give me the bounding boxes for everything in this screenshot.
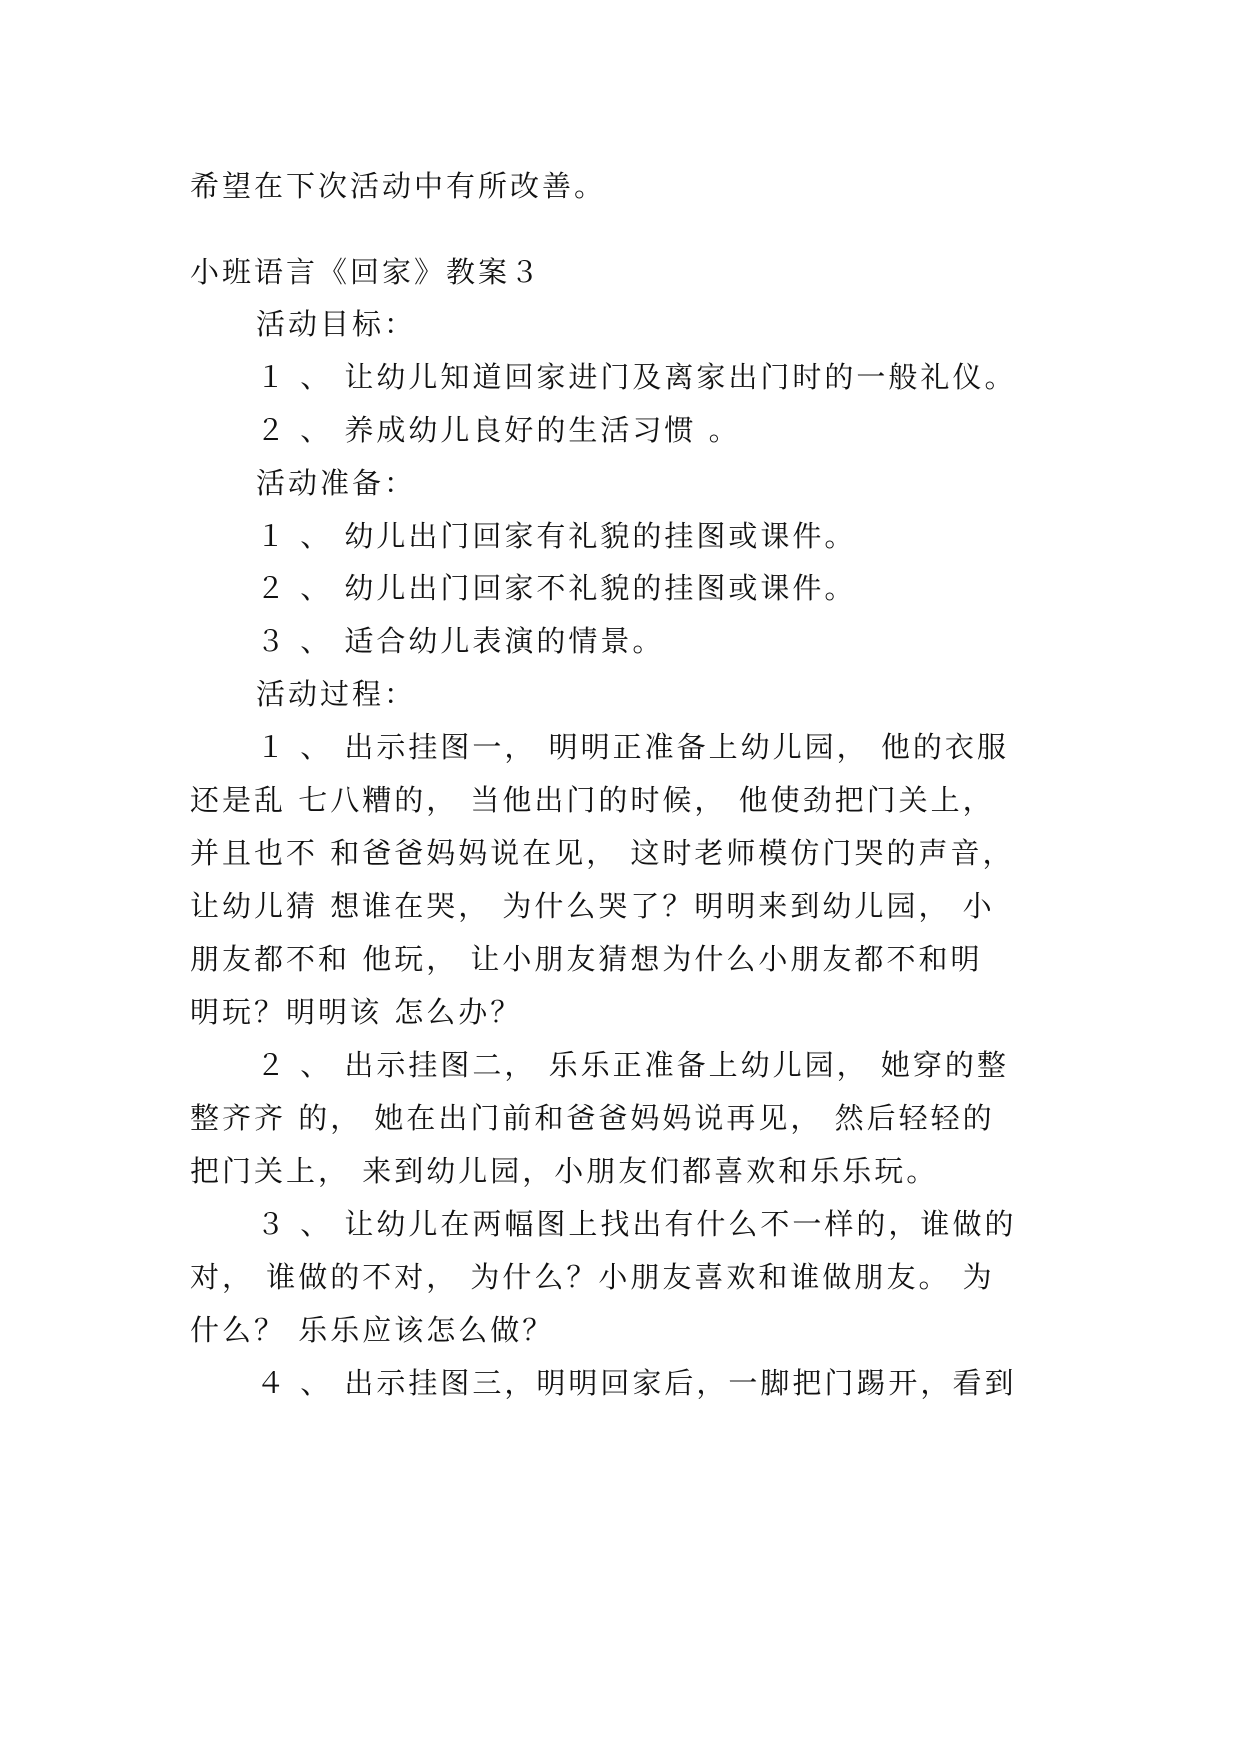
goals-heading: 活动目标： (256, 307, 417, 341)
prep-item: ２ 、 幼儿出门回家不礼貌的挂图或课件。 (256, 571, 857, 605)
prep-heading: 活动准备： (256, 466, 417, 500)
section-title: 小班语言《回家》教案３ (190, 255, 543, 289)
process-line: 还是乱 七八糟的， 当他出门的时候， 他使劲把门关上， (190, 783, 995, 817)
process-line: １ 、 出示挂图一， 明明正准备上幼儿园， 他的衣服 (256, 730, 1009, 764)
goal-item: ２ 、 养成幼儿良好的生活习惯 。 (256, 413, 741, 447)
process-heading: 活动过程： (256, 677, 417, 711)
continuation-text: 希望在下次活动中有所改善。 (190, 169, 607, 203)
prep-item: １ 、 幼儿出门回家有礼貌的挂图或课件。 (256, 519, 857, 553)
process-line: 把门关上， 来到幼儿园，小朋友们都喜欢和乐乐玩。 (190, 1154, 939, 1188)
process-line: 明玩？明明该 怎么办？ (190, 995, 523, 1029)
process-line: 对， 谁做的不对， 为什么？小朋友喜欢和谁做朋友。 为 (190, 1260, 995, 1294)
process-line: 并且也不 和爸爸妈妈说在见， 这时老师模仿门哭的声音， (190, 836, 1015, 870)
prep-item: ３ 、 适合幼儿表演的情景。 (256, 624, 665, 658)
process-line: ４ 、 出示挂图三，明明回家后，一脚把门踢开，看到 (256, 1366, 1017, 1400)
process-line: ２ 、 出示挂图二， 乐乐正准备上幼儿园， 她穿的整 (256, 1048, 1009, 1082)
goal-item: １ 、 让幼儿知道回家进门及离家出门时的一般礼仪。 (256, 360, 1017, 394)
process-line: 什么？ 乐乐应该怎么做？ (190, 1313, 555, 1347)
process-line: ３ 、 让幼儿在两幅图上找出有什么不一样的，谁做的 (256, 1207, 1017, 1241)
process-line: 让幼儿猜 想谁在哭， 为什么哭了？明明来到幼儿园， 小 (190, 889, 995, 923)
process-line: 整齐齐 的， 她在出门前和爸爸妈妈说再见， 然后轻轻的 (190, 1101, 995, 1135)
process-line: 朋友都不和 他玩， 让小朋友猜想为什么小朋友都不和明 (190, 942, 983, 976)
